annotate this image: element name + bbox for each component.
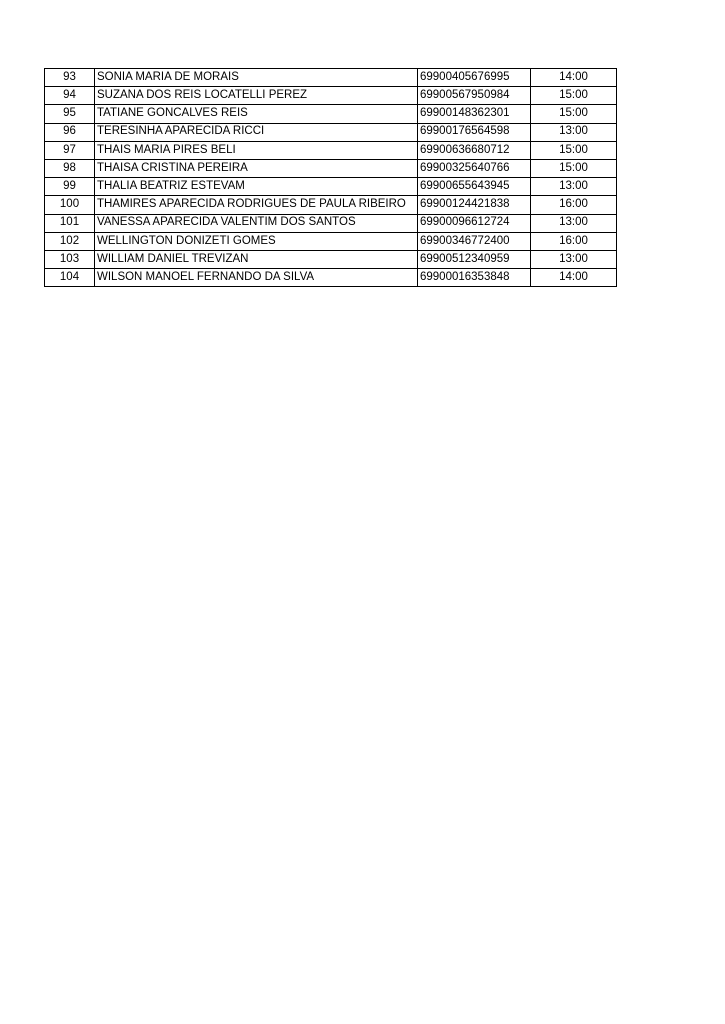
candidate-name: THAISA CRISTINA PEREIRA [95, 159, 418, 177]
table-row [45, 214, 617, 232]
scheduled-time: 15:00 [531, 141, 617, 159]
registration-code: 69900325640766 [418, 159, 531, 177]
row-number: 93 [45, 69, 95, 87]
candidate-name: WILLIAM DANIEL TREVIZAN [95, 250, 418, 268]
table-row [45, 250, 617, 268]
candidate-name: THALIA BEATRIZ ESTEVAM [95, 178, 418, 196]
table-row [45, 159, 617, 177]
row-number: 94 [45, 87, 95, 105]
candidate-name: THAIS MARIA PIRES BELI [95, 141, 418, 159]
scheduled-time: 15:00 [531, 159, 617, 177]
table-row [45, 141, 617, 159]
row-number: 97 [45, 141, 95, 159]
row-number: 100 [45, 196, 95, 214]
registration-code: 69900096612724 [418, 214, 531, 232]
table-row [45, 123, 617, 141]
scheduled-time: 16:00 [531, 196, 617, 214]
row-number: 99 [45, 178, 95, 196]
registration-code: 69900512340959 [418, 250, 531, 268]
registration-code: 69900148362301 [418, 105, 531, 123]
table-row [45, 105, 617, 123]
table-row [45, 196, 617, 214]
registration-code: 69900567950984 [418, 87, 531, 105]
scheduled-time: 16:00 [531, 232, 617, 250]
candidate-name: TATIANE GONCALVES REIS [95, 105, 418, 123]
row-number: 103 [45, 250, 95, 268]
scheduled-time: 13:00 [531, 178, 617, 196]
candidate-name: WELLINGTON DONIZETI GOMES [95, 232, 418, 250]
row-number: 95 [45, 105, 95, 123]
candidate-name: SONIA MARIA DE MORAIS [95, 69, 418, 87]
row-number: 101 [45, 214, 95, 232]
candidate-name: THAMIRES APARECIDA RODRIGUES DE PAULA RIBEIRO [95, 196, 418, 214]
candidate-name: TERESINHA APARECIDA RICCI [95, 123, 418, 141]
scheduled-time: 14:00 [531, 269, 617, 287]
registration-code: 69900655643945 [418, 178, 531, 196]
scheduled-time: 13:00 [531, 123, 617, 141]
row-number: 102 [45, 232, 95, 250]
registration-code: 69900346772400 [418, 232, 531, 250]
registration-code: 69900636680712 [418, 141, 531, 159]
table-row [45, 69, 617, 87]
scheduled-time: 15:00 [531, 105, 617, 123]
row-number: 96 [45, 123, 95, 141]
candidate-name: VANESSA APARECIDA VALENTIM DOS SANTOS [95, 214, 418, 232]
table-row [45, 87, 617, 105]
registration-code: 69900124421838 [418, 196, 531, 214]
table-row [45, 178, 617, 196]
row-number: 98 [45, 159, 95, 177]
candidate-name: SUZANA DOS REIS LOCATELLI PEREZ [95, 87, 418, 105]
row-number: 104 [45, 269, 95, 287]
scheduled-time: 13:00 [531, 250, 617, 268]
scheduled-time: 14:00 [531, 69, 617, 87]
registration-code: 69900176564598 [418, 123, 531, 141]
table-row [45, 232, 617, 250]
registration-code: 69900405676995 [418, 69, 531, 87]
candidate-name: WILSON MANOEL FERNANDO DA SILVA [95, 269, 418, 287]
scheduled-time: 13:00 [531, 214, 617, 232]
table-row [45, 269, 617, 287]
scheduled-time: 15:00 [531, 87, 617, 105]
registration-code: 69900016353848 [418, 269, 531, 287]
candidate-table-body [45, 69, 617, 287]
candidate-table [44, 68, 617, 287]
